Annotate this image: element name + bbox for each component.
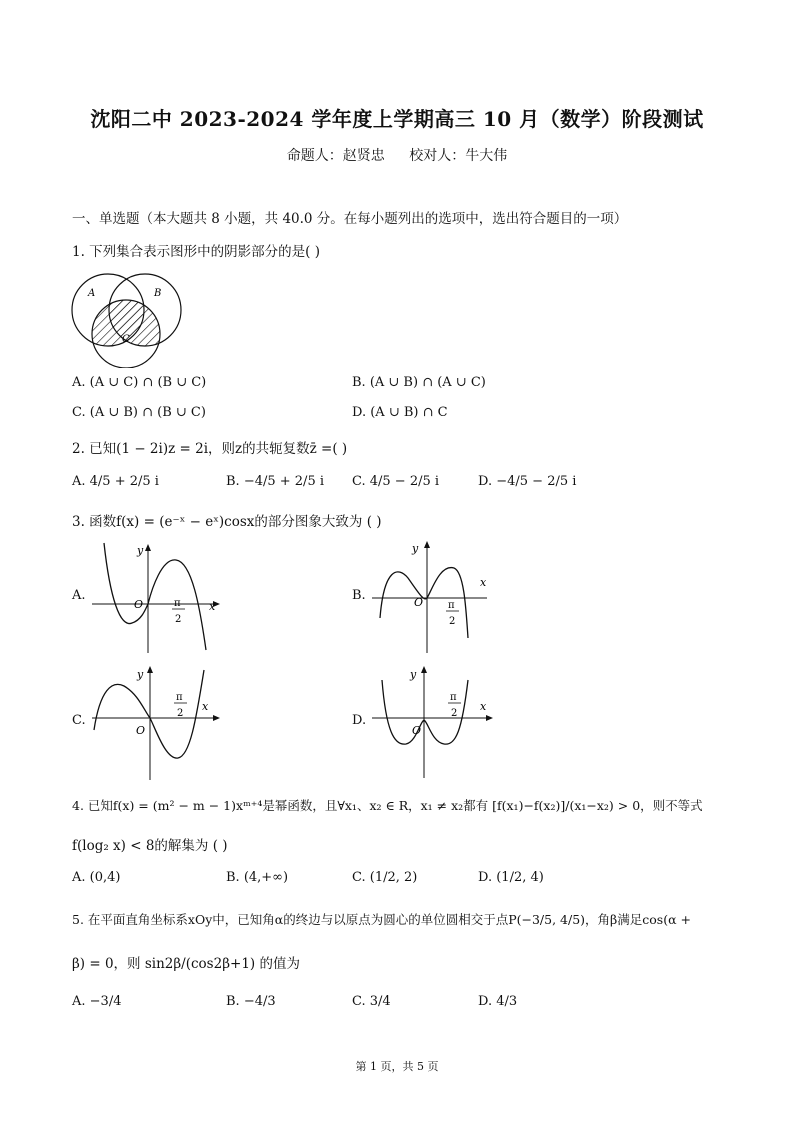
q1-option-d[interactable]: D. (A ∪ B) ∩ C xyxy=(352,405,448,420)
q2-option-d[interactable]: D. −4/5 − 2/5 i xyxy=(478,474,577,489)
venn-label-c: C xyxy=(122,334,130,345)
q1-option-c[interactable]: C. (A ∪ B) ∩ (B ∪ C) xyxy=(72,405,206,420)
setter-label: 命题人：赵贤忠 xyxy=(286,148,385,164)
q4-stem-line2: f(log₂ x) < 8的解集为 ( ) xyxy=(72,838,228,854)
q2-option-a[interactable]: A. 4/5 + 2/5 i xyxy=(72,474,159,489)
q4-option-a[interactable]: A. (0,4) xyxy=(72,870,121,885)
tick-pi: π xyxy=(450,692,457,703)
section-heading: 一、单选题（本大题共 8 小题，共 40.0 分。在每小题列出的选项中，选出符合题目的一项） xyxy=(72,211,628,227)
q3-option-a-letter[interactable]: A. xyxy=(72,588,86,603)
q3-graph-a[interactable] xyxy=(92,538,227,653)
axis-x-label: x xyxy=(480,576,487,589)
q1-option-a[interactable]: A. (A ∪ C) ∩ (B ∪ C) xyxy=(72,375,207,390)
axis-y-label: y xyxy=(412,542,419,555)
q4-option-b[interactable]: B. (4,+∞) xyxy=(226,870,289,885)
q3-graph-c[interactable] xyxy=(92,660,242,780)
tick-2: 2 xyxy=(177,708,184,719)
axis-x-label: x xyxy=(209,600,216,613)
q5-option-d[interactable]: D. 4/3 xyxy=(478,994,518,1009)
q5-stem-line2: β) = 0，则 sin2β/(cos2β+1) 的值为 xyxy=(72,956,300,972)
author-line xyxy=(0,145,794,165)
tick-2: 2 xyxy=(451,708,458,719)
venn-label-a: A xyxy=(88,288,96,299)
q2-stem: 2. 已知(1 − 2i)z = 2i，则z的共轭复数z̄ =( ) xyxy=(72,441,348,457)
q3-option-b-letter[interactable]: B. xyxy=(352,588,366,603)
origin-label: O xyxy=(134,598,144,611)
q3-stem: 3. 函数f(x) = (e⁻ˣ − eˣ)cosx的部分图象大致为 ( ) xyxy=(72,514,382,530)
q3-option-c-letter[interactable]: C. xyxy=(72,713,86,728)
q5-option-b[interactable]: B. −4/3 xyxy=(226,994,276,1009)
origin-label: O xyxy=(414,596,424,609)
q4-option-c[interactable]: C. (1/2, 2) xyxy=(352,870,418,885)
q3-graph-b[interactable] xyxy=(372,538,507,653)
axis-y-label: y xyxy=(137,668,144,681)
page-footer: 第 1 页，共 5 页 xyxy=(355,1060,439,1073)
q3-option-d-letter[interactable]: D. xyxy=(352,713,367,728)
tick-2: 2 xyxy=(175,614,182,625)
axis-x-label: x xyxy=(202,700,209,713)
axis-x-label: x xyxy=(480,700,487,713)
origin-label: O xyxy=(136,724,146,737)
q5-option-c[interactable]: C. 3/4 xyxy=(352,994,391,1009)
venn-diagram xyxy=(70,268,185,368)
q5-stem-line1: 5. 在平面直角坐标系xOy中，已知角α的终边与以原点为圆心的单位圆相交于点P(−3/5, 4/5)，角β满足cos(α + xyxy=(72,912,691,927)
venn-label-b: B xyxy=(154,288,162,299)
tick-2: 2 xyxy=(449,616,456,627)
checker-label: 校对人：牛大伟 xyxy=(409,148,508,164)
tick-pi: π xyxy=(174,598,181,609)
q4-stem-line1: 4. 已知f(x) = (m² − m − 1)xᵐ⁺⁴是幂函数，且∀x₁、x₂ ∈ R，x₁ ≠ x₂都有 [f(x₁)−f(x₂)]/(x₁−x₂) > 0，则不等式 xyxy=(72,798,703,813)
page-title: 沈阳二中 2023-2024 学年度上学期高三 10 月（数学）阶段测试 xyxy=(90,107,704,131)
q2-option-c[interactable]: C. 4/5 − 2/5 i xyxy=(352,474,440,489)
q3-graph-d[interactable] xyxy=(372,660,502,780)
q1-stem: 1. 下列集合表示图形中的阴影部分的是( ) xyxy=(72,244,320,260)
tick-pi: π xyxy=(448,600,455,611)
origin-label: O xyxy=(412,724,422,737)
axis-y-label: y xyxy=(137,544,144,557)
tick-pi: π xyxy=(176,692,183,703)
axis-y-label: y xyxy=(410,668,417,681)
q1-option-b[interactable]: B. (A ∪ B) ∩ (A ∪ C) xyxy=(352,375,486,390)
q2-option-b[interactable]: B. −4/5 + 2/5 i xyxy=(226,474,325,489)
q5-option-a[interactable]: A. −3/4 xyxy=(72,994,122,1009)
q4-option-d[interactable]: D. (1/2, 4) xyxy=(478,870,544,885)
